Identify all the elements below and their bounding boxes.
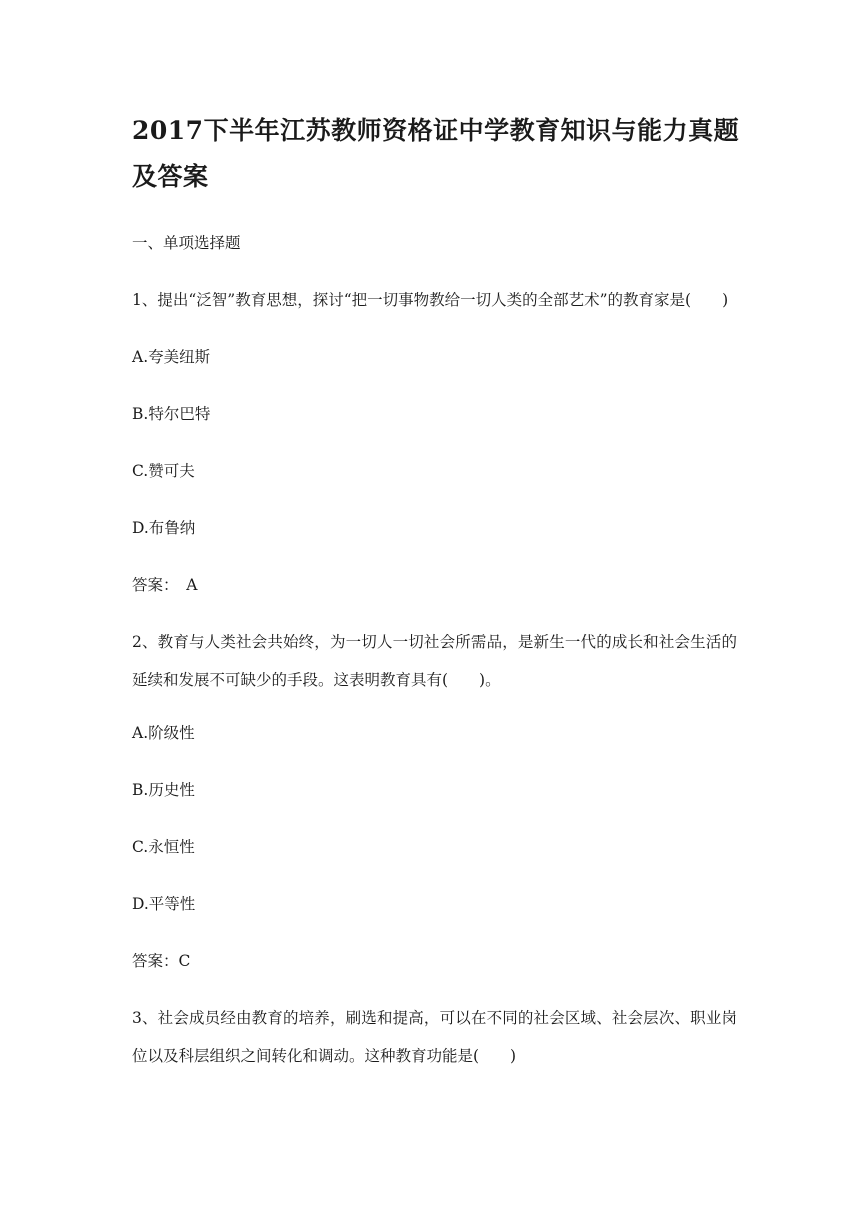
section-heading: 一、单项选择题: [132, 234, 241, 252]
question-1-option-a: A.夸美纽斯: [132, 348, 211, 366]
question-1-option-d: D.布鲁纳: [132, 519, 196, 537]
question-1-stem: 1、提出“泛智”教育思想，探讨“把一切事物教给一切人类的全部艺术”的教育家是( ): [132, 291, 729, 309]
question-2-option-b: B.历史性: [132, 781, 195, 799]
question-2-option-c: C.永恒性: [132, 838, 195, 856]
question-2-option-a: A.阶级性: [132, 724, 195, 742]
question-2-answer: 答案：C: [132, 952, 191, 970]
question-2-option-d: D.平等性: [132, 895, 196, 913]
question-1-answer: 答案： A: [132, 576, 198, 594]
question-2-stem: 2、教育与人类社会共始终，为一切人一切社会所需品，是新生一代的成长和社会生活的延续和发展不可缺少的手段。这表明教育具有( )。: [132, 633, 737, 689]
question-1-option-b: B.特尔巴特: [132, 405, 211, 423]
document-title: 2017下半年江苏教师资格证中学教育知识与能力真题及答案: [132, 116, 740, 191]
question-3-stem: 3、社会成员经由教育的培养，刷选和提高，可以在不同的社会区域、社会层次、职业岗位以及科层组织之间转化和调动。这种教育功能是( ): [132, 1009, 737, 1065]
question-1-option-c: C.赞可夫: [132, 462, 195, 480]
